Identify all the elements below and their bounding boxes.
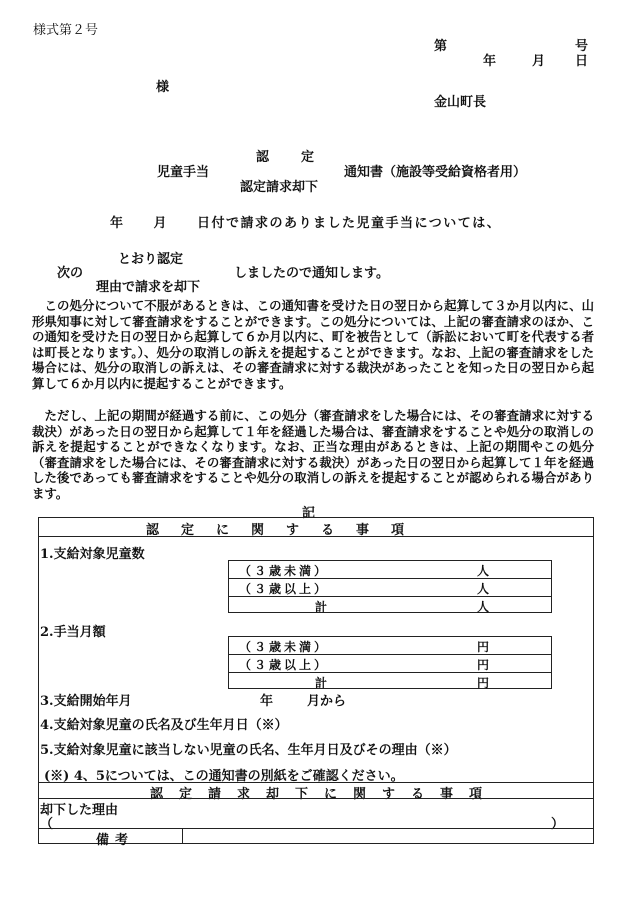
monthly-allowance-table	[228, 636, 552, 689]
allowance-row-total	[229, 673, 551, 690]
payment-start-year: 年	[260, 694, 274, 709]
rejection-reason-label: 却下した理由	[40, 803, 119, 818]
divider	[38, 798, 594, 799]
intro-line: 年 月 日付で請求のありました児童手当については、	[110, 216, 502, 231]
row-label: 計	[315, 676, 331, 690]
appeal-notice-paragraph-2: ただし、上記の期間が経過する前に、この処分（審査請求をした場合には、その審査請求に対する裁決）があった日の翌日から起算して１年を経過した場合は、審査請求をすることや処分の取消しの訴えを提起することができなくなります。なお、正当な理由があるときは、上記の期間やこの処分（審査請求をした場合には、その審査請求に対する裁決）があった日の翌日から起算して１年を経過した後であっても審査請求をすることや処分の取消しの訴えを提起することが認められる場合があります。	[32, 408, 594, 501]
intro-riyuu-kyakka: 理由で請求を却下	[96, 280, 201, 295]
allowance-row-under3	[229, 637, 551, 654]
intro-tsugi-no: 次の	[57, 266, 84, 281]
title-suffix: 通知書（施設等受給資格者用）	[344, 165, 527, 180]
intro-notice-sentence: しましたので通知します。	[234, 266, 389, 281]
issue-go: 号	[575, 39, 589, 54]
child-count-row-under3	[229, 561, 551, 578]
remarks-label: 備考	[96, 833, 135, 848]
allowance-row-over3	[229, 655, 551, 672]
row-unit: 人	[477, 582, 490, 596]
child-count-row-over3	[229, 579, 551, 596]
paren-open: （	[40, 817, 54, 832]
row-unit: 人	[477, 600, 490, 614]
row-label: （３歳以上）	[239, 658, 330, 672]
appeal-notice-paragraph-1: この処分について不服があるときは、この通知書を受けた日の翌日から起算して３か月以内に、山形県知事に対して審査請求をすることができます。この処分については、上記の審査請求のほか、この通知を受けた日の翌日から起算して６か月以内に、町を被告として（訴訟において町を代表する者は町長となります。）、処分の取消しの訴えを提起することができます。なお、上記の審査請求をした場合には、処分の取消しの訴えは、その審査請求に対する裁決があったことを知った日の翌日から起算して６か月以内に提起することができます。	[32, 298, 594, 391]
paren-close: ）	[551, 817, 565, 832]
child-count-table	[228, 560, 552, 613]
issue-dai: 第	[434, 39, 448, 54]
row-unit: 円	[477, 658, 490, 672]
item-monthly-allowance: 2.手当月額	[40, 625, 106, 640]
row-unit: 円	[477, 676, 490, 690]
child-count-row-total	[229, 597, 551, 614]
section-kyakka-header: 認定請求却下に関する事項	[150, 787, 499, 802]
recipient-suffix: 様	[156, 80, 170, 95]
title-jidou-teate: 児童手当	[157, 165, 210, 180]
item-payment-start: 3.支給開始年月	[40, 694, 132, 709]
attachment-note: (※) 4、5については、この通知書の別紙をご確認ください。	[44, 769, 404, 784]
row-label: （３歳以上）	[239, 582, 330, 596]
row-unit: 人	[477, 564, 490, 578]
divider	[38, 536, 594, 537]
form-number: 様式第２号	[33, 23, 99, 38]
title-nintei: 認 定	[256, 150, 317, 165]
item-child-count: 1.支給対象児童数	[40, 547, 145, 562]
divider	[182, 828, 183, 844]
section-nintei-header: 認定に関する事項	[146, 523, 427, 538]
row-label: （３歳未満）	[239, 564, 330, 578]
intro-toori-nintei: とおり認定	[118, 252, 184, 267]
payment-start-month: 月から	[307, 694, 347, 709]
issue-day: 日	[575, 54, 589, 69]
issue-month: 月	[532, 54, 546, 69]
title-kyakka: 認定請求却下	[240, 180, 319, 195]
row-label: 計	[315, 600, 331, 614]
item-non-eligible-children: 5.支給対象児童に該当しない児童の氏名、生年月日及びその理由（※）	[40, 743, 457, 758]
item-child-names: 4.支給対象児童の氏名及び生年月日（※）	[40, 718, 288, 733]
row-unit: 円	[477, 640, 490, 654]
row-label: （３歳未満）	[239, 640, 330, 654]
issue-year: 年	[483, 54, 497, 69]
issuer-name: 金山町長	[434, 95, 487, 110]
ki-label: 記	[302, 506, 316, 521]
